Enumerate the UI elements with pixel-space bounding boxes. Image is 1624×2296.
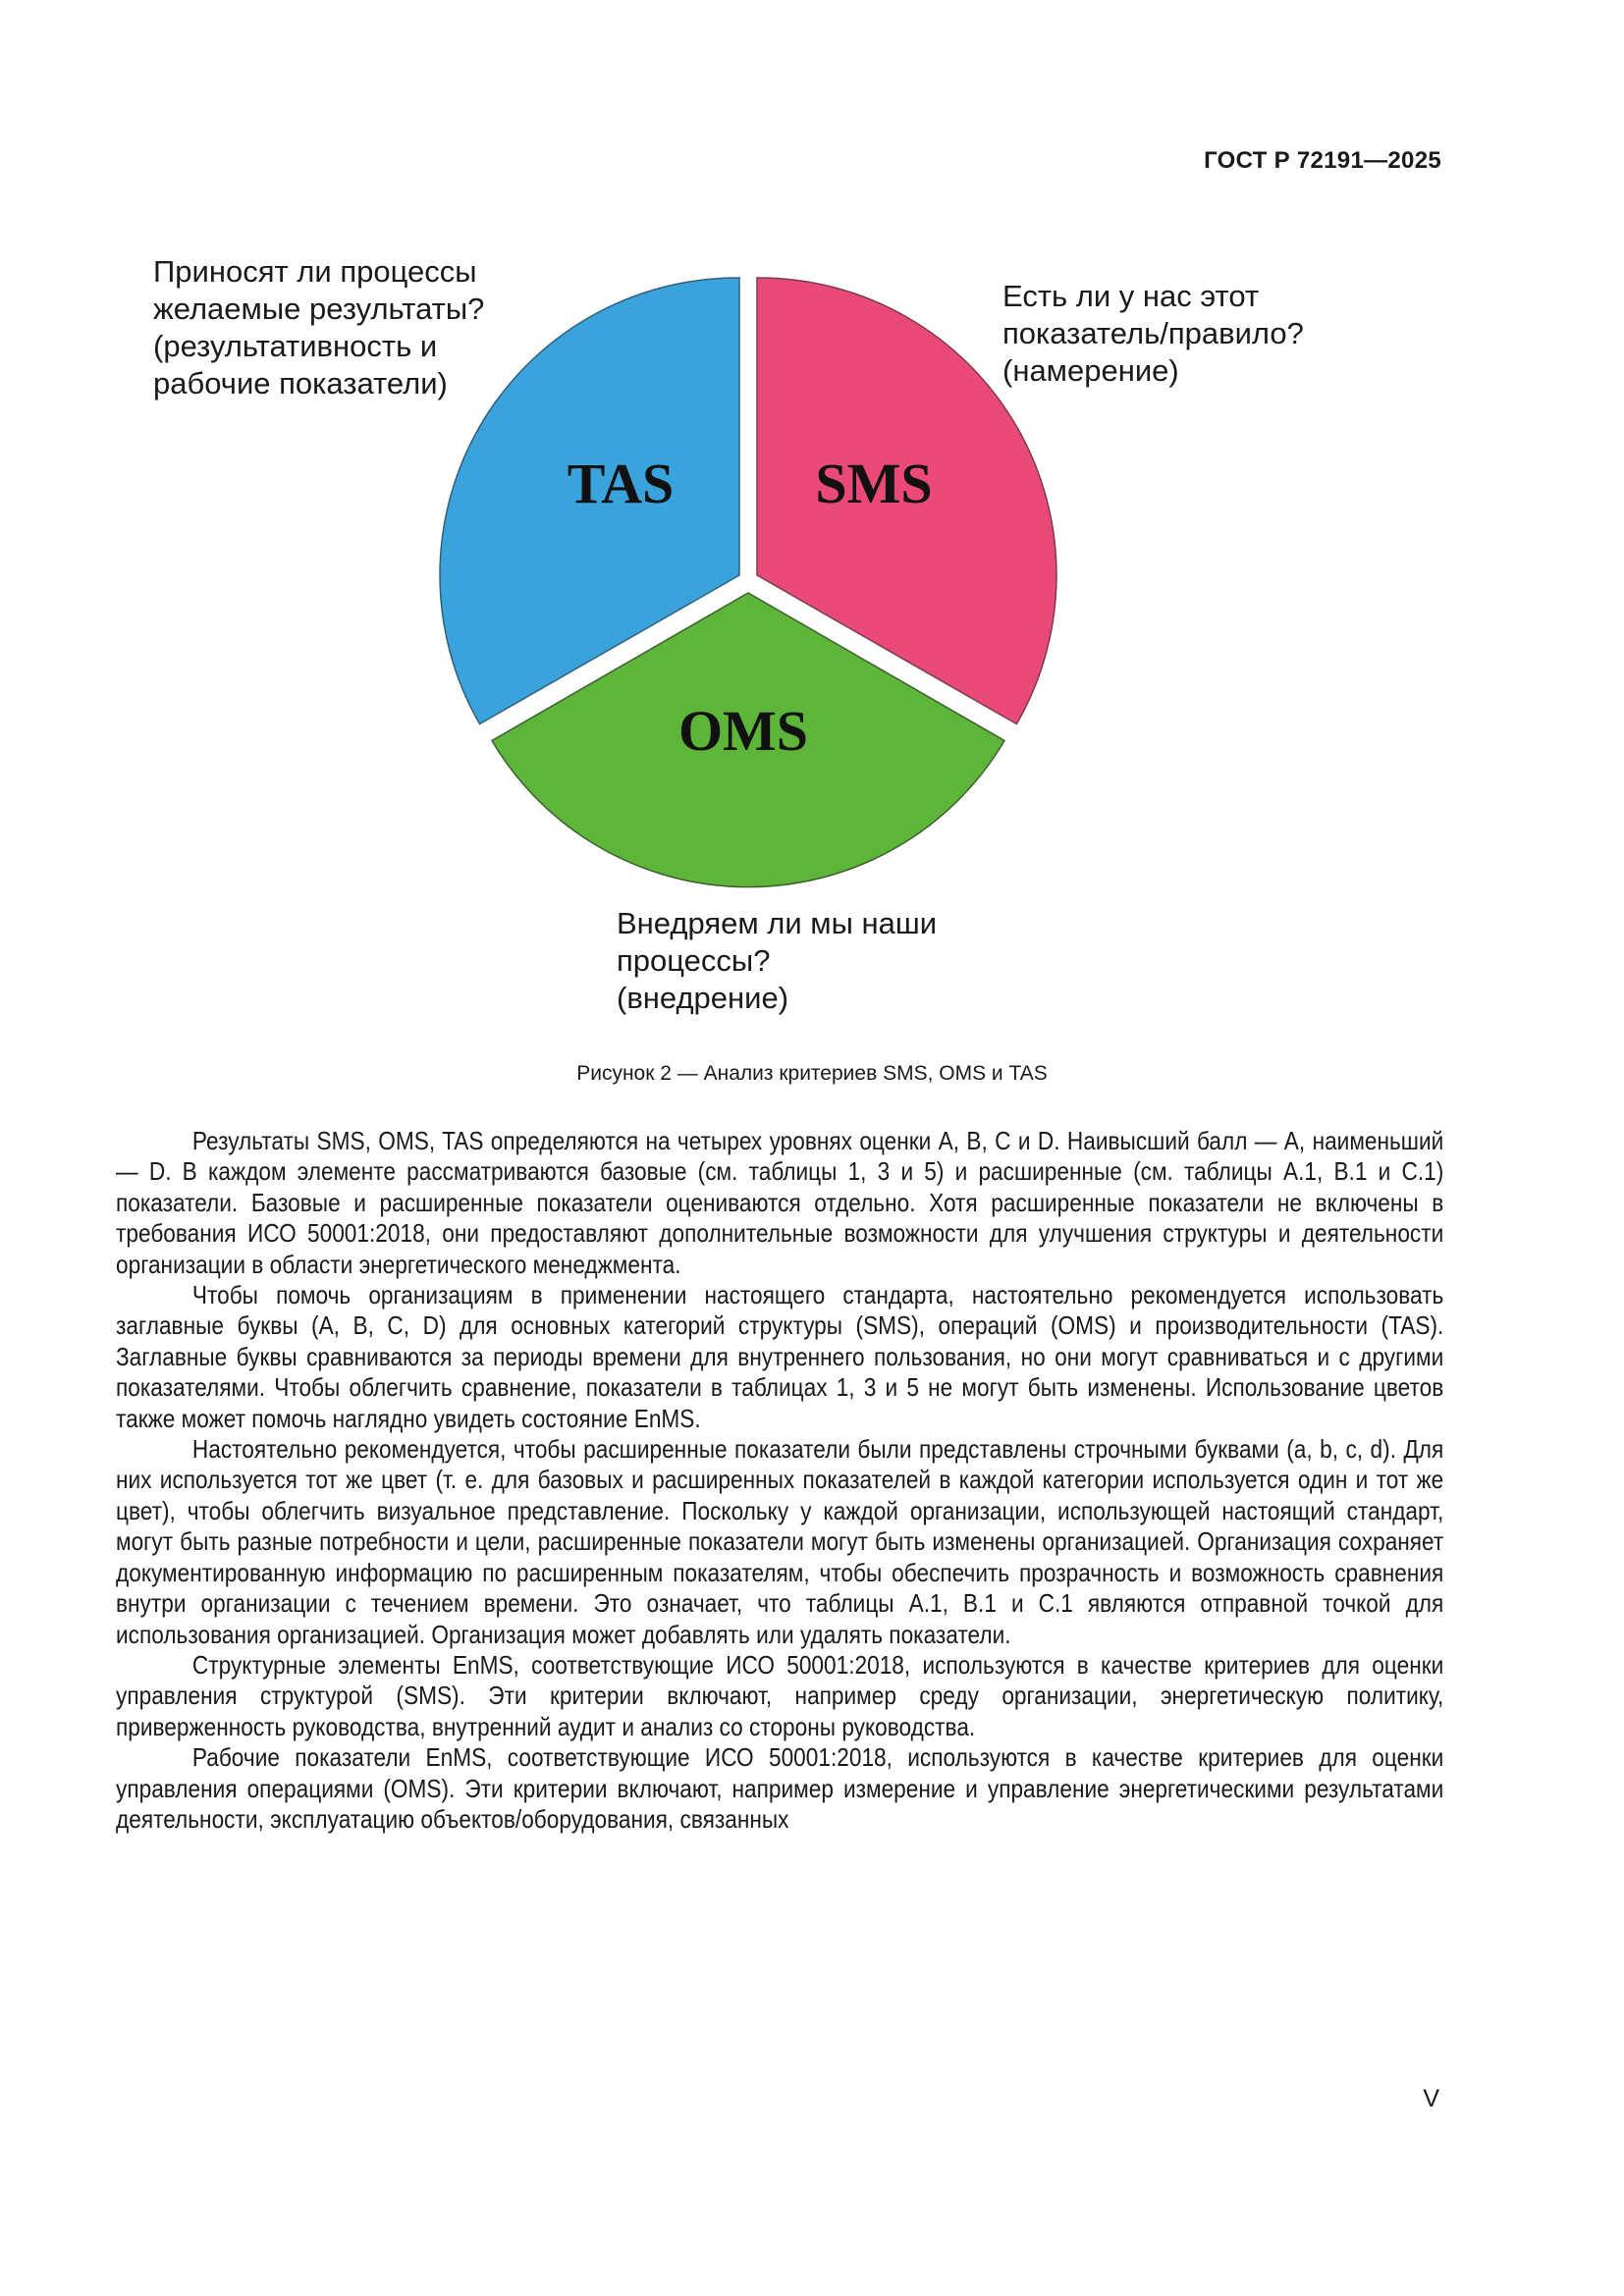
paragraph: Результаты SMS, OMS, TAS определяются на четырех уровнях оценки A, B, C и D. Наивысший балл — A, наименьший — D. В каждом элементе рассматриваются базовые (см. таблицы 1, 3 и 5) и расширенные (см. таблицы A.1, B.1 и C.1) показатели. Базовые и расширенные показатели оцениваются отдельно. Хотя расширенные показатели не включены в требования ИСО 50001:2018, они предоставляют дополнительные возможности для улучшения структуры и деятельности организации в области энергетического менеджмента. (116, 1128, 1444, 1279)
question-oms-line: Внедряем ли мы наши (617, 906, 938, 940)
paragraph: Структурные элементы EnMS, соответствующие ИСО 50001:2018, используются в качестве критериев для оценки управления структурой (SMS). Эти критерии включают, например среду организации, энергетическую политику, приверженность руководства, внутренний аудит и анализ со стороны руководства. (116, 1651, 1444, 1741)
document-code-header: ГОСТ Р 72191—2025 (1204, 147, 1441, 174)
question-tas-line: рабочие показатели) (153, 366, 448, 400)
paragraph: Рабочие показатели EnMS, соответствующие ИСО 50001:2018, используются в качестве критериев для оценки управления операциями (OMS). Эти критерии включают, например измерение и управление энергетическими результатами деятельности, эксплуатацию объектов/оборудования, связанных (116, 1744, 1444, 1834)
body-text (116, 1127, 1443, 1836)
figure-criteria-pie (0, 0, 1624, 1099)
paragraph: Настоятельно рекомендуется, чтобы расширенные показатели были представлены строчными буквами (a, b, c, d). Для них используется тот же цвет (т. е. для базовых и расширенных показателей в каждой категории используется один и тот же цвет), чтобы облегчить визуальное представление. Поскольку у каждой организации, использующей настоящий стандарт, могут быть разные потребности и цели, расширенные показатели могут быть изменены организацией. Организация сохраняет документированную информацию по расширенным показателям, чтобы обеспечить прозрачность и возможность сравнения внутри организации с течением времени. Это означает, что таблицы A.1, B.1 и C.1 являются отправной точкой для использования организацией. Организация может добавлять или удалять показатели. (116, 1436, 1444, 1649)
question-sms-line: Есть ли у нас этот (1002, 279, 1260, 313)
question-tas-line: Приносят ли процессы (153, 254, 477, 289)
question-tas (153, 253, 484, 402)
question-sms-line: (намерение) (1002, 353, 1179, 388)
question-oms-line: процессы? (617, 943, 771, 978)
slice-label-sms: SMS (815, 452, 933, 515)
slice-label-tas: TAS (567, 452, 675, 515)
question-sms-line: показатель/правило? (1002, 316, 1304, 350)
page-number: V (1423, 2085, 1439, 2112)
question-tas-line: (результативность и (153, 329, 438, 363)
figure-caption: Рисунок 2 — Анализ критериев SMS, OMS и TAS (576, 1062, 1048, 1085)
question-oms-line: (внедрение) (617, 981, 789, 1015)
question-oms (617, 905, 937, 1017)
slice-label-oms: OMS (677, 699, 809, 763)
question-tas-line: желаемые результаты? (153, 292, 485, 326)
paragraph: Чтобы помочь организациям в применении настоящего стандарта, настоятельно рекомендуется использовать заглавные буквы (A, B, C, D) для основных категорий структуры (SMS), операций (OMS) и производительности (TAS). Заглавные буквы сравниваются за периоды времени для внутреннего пользования, но они могут сравниваться и с другими показателями. Чтобы облегчить сравнение, показатели в таблицах 1, 3 и 5 не могут быть изменены. Использование цветов также может помочь наглядно увидеть состояние EnMS. (116, 1282, 1444, 1433)
question-sms (1002, 278, 1304, 390)
